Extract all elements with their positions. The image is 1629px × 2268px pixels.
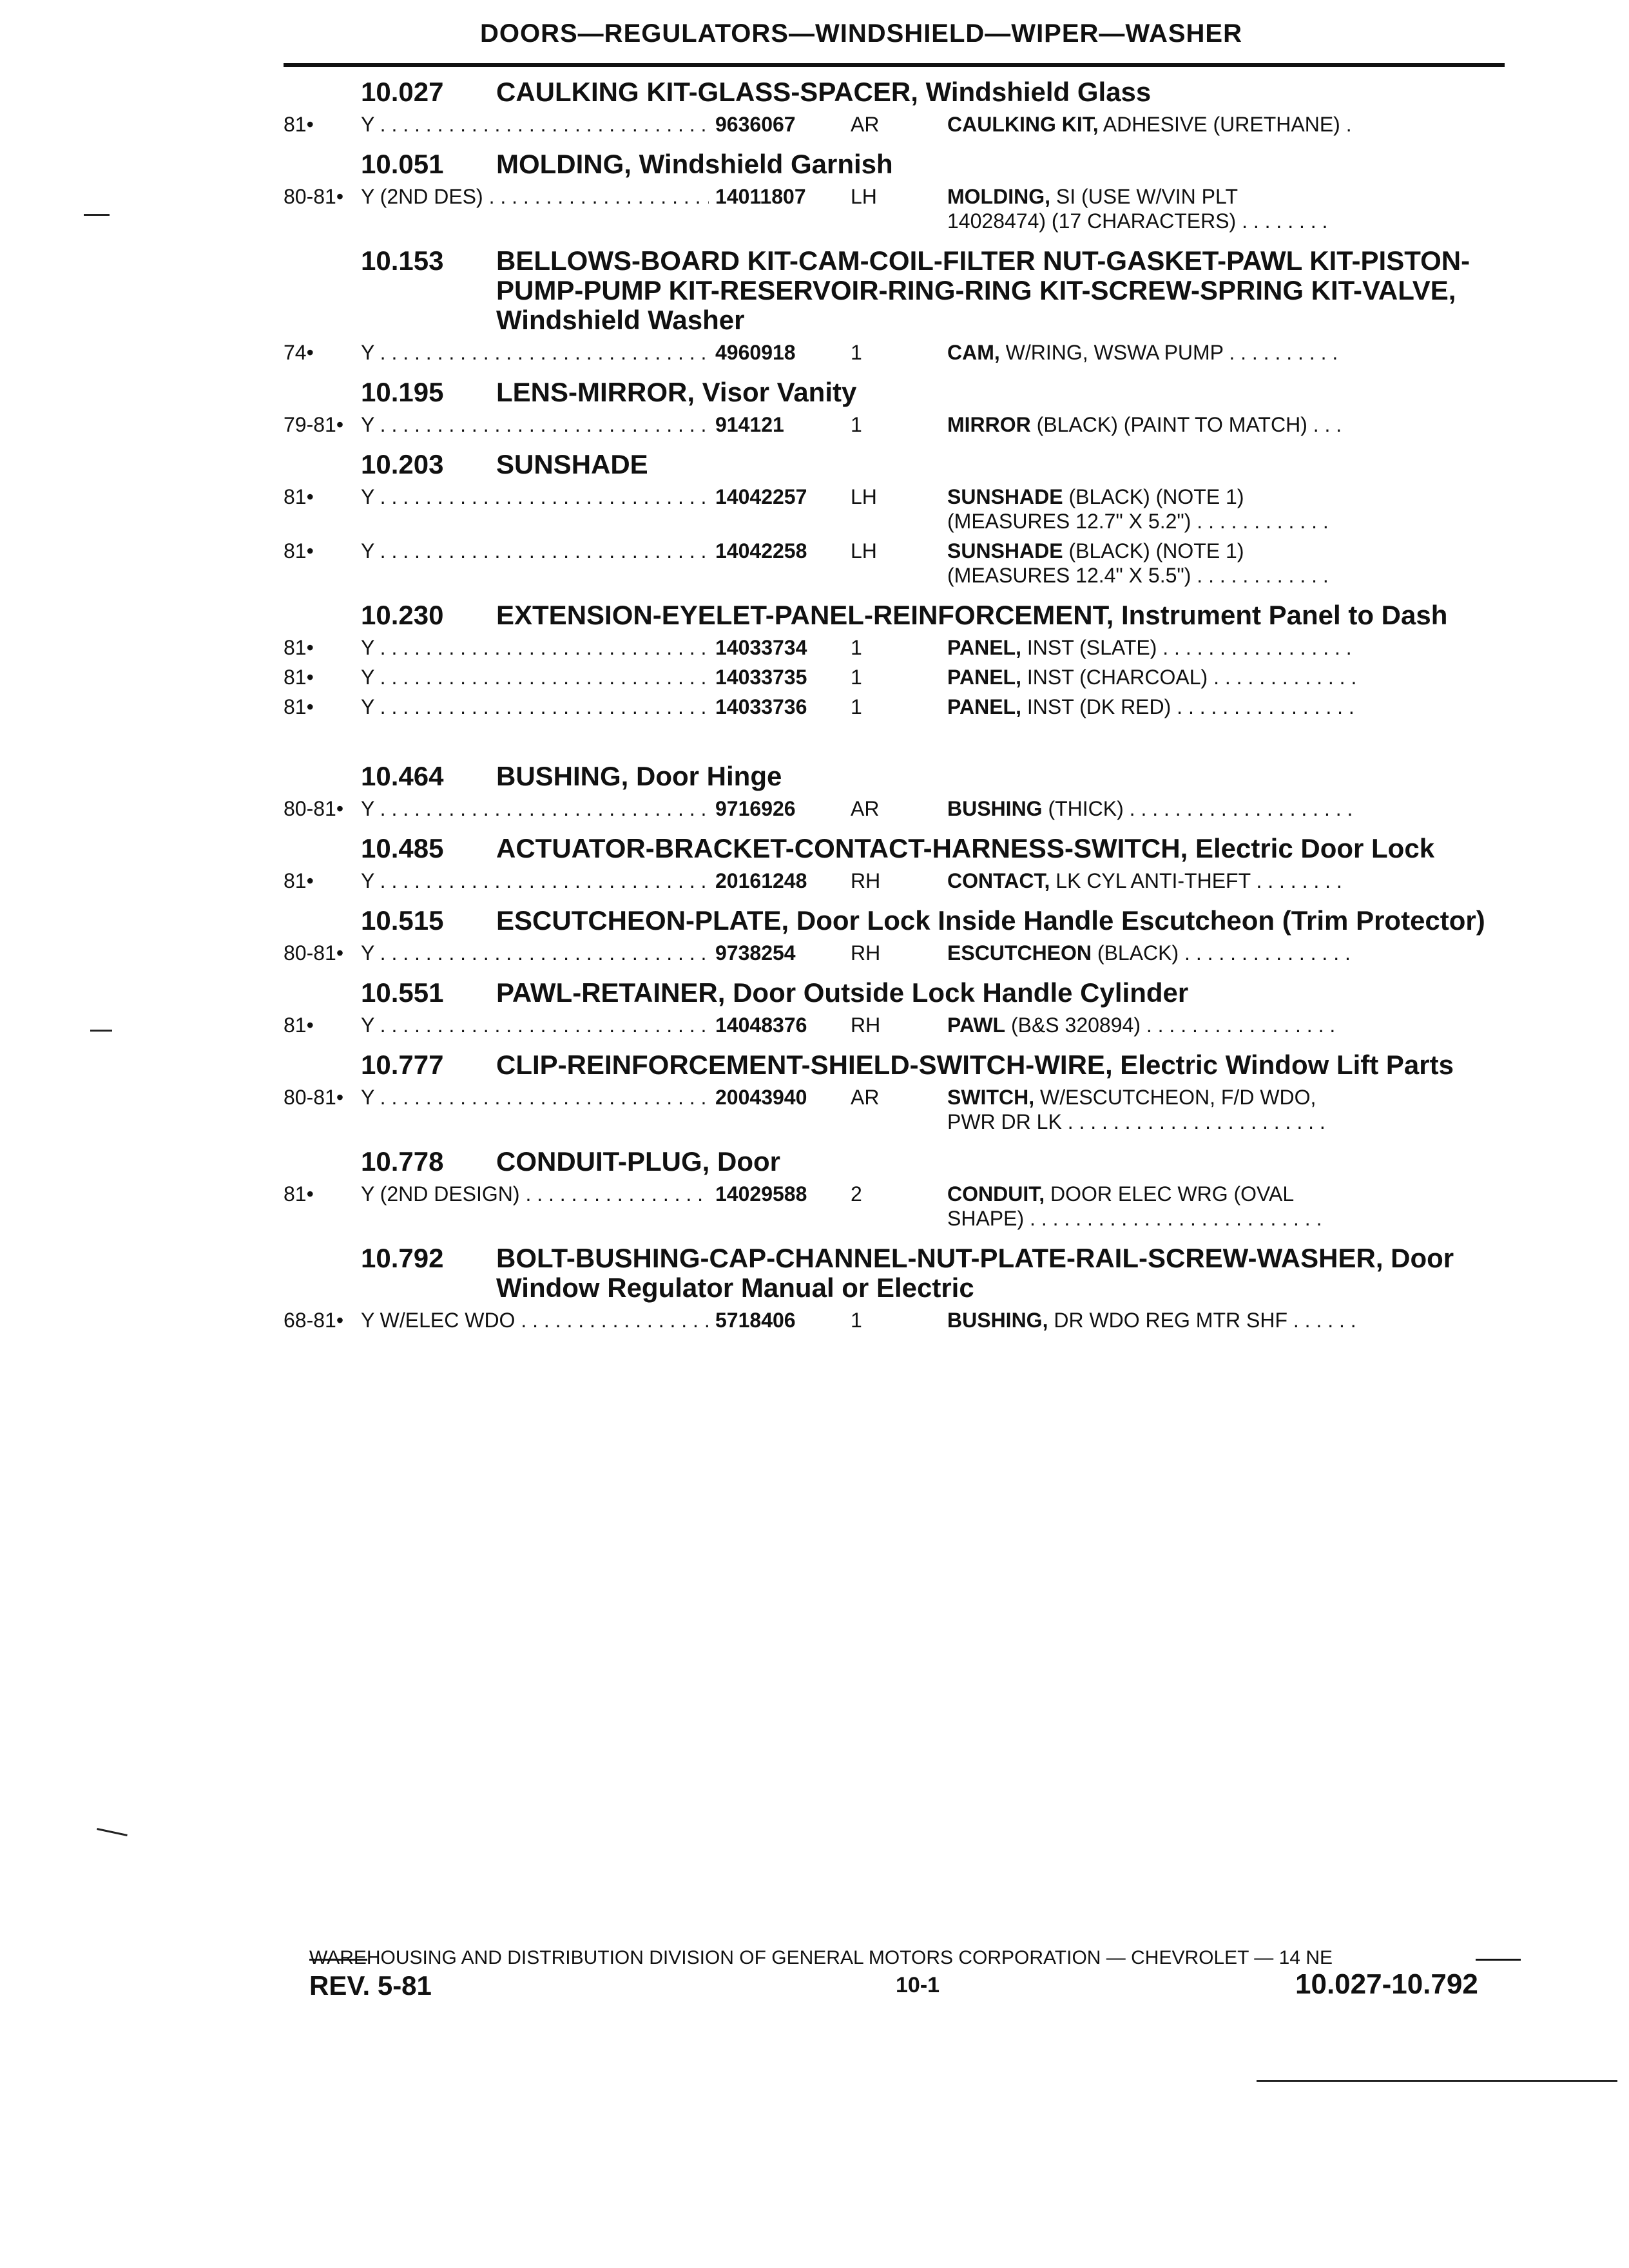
section-heading bbox=[284, 1244, 1521, 1303]
usage-code: Y . . . bbox=[361, 1085, 709, 1110]
part-detail: (BLACK) . . . . . . . . . . . . . . . bbox=[1097, 941, 1351, 965]
section-heading bbox=[284, 906, 1521, 936]
part-number: 14042257 bbox=[715, 485, 807, 508]
quantity: RH bbox=[851, 869, 881, 892]
part-row bbox=[284, 485, 1521, 533]
model-years: 80-81• bbox=[284, 185, 344, 208]
usage-code: Y . . . bbox=[361, 485, 709, 509]
usage-code: Y . . . bbox=[361, 665, 709, 689]
part-description bbox=[934, 1308, 1521, 1332]
quantity: AR bbox=[851, 1086, 880, 1109]
section-title bbox=[496, 246, 1521, 335]
section-number: 10.792 bbox=[361, 1243, 444, 1273]
quantity: 1 bbox=[851, 1309, 862, 1332]
catalog-section bbox=[284, 978, 1521, 1037]
part-number: 14033734 bbox=[715, 636, 807, 659]
model-years: 81• bbox=[284, 485, 314, 508]
quantity: LH bbox=[851, 485, 877, 508]
section-title-main: BELLOWS-BOARD KIT-CAM-COIL-FILTER NUT-GASKET-PAWL KIT-PISTON-PUMP-PUMP KIT-RESERVOIR-RING-RING KIT-SCREW-SPRING KIT-VALVE, bbox=[496, 245, 1470, 305]
model-years: 80-81• bbox=[284, 797, 344, 820]
part-number: 14048376 bbox=[715, 1014, 807, 1037]
part-row bbox=[284, 1085, 1521, 1134]
part-description bbox=[934, 340, 1521, 365]
part-row bbox=[284, 112, 1521, 137]
part-description bbox=[934, 796, 1521, 821]
catalog-section bbox=[284, 1244, 1521, 1332]
model-years: 81• bbox=[284, 539, 314, 562]
section-number: 10.027 bbox=[361, 77, 444, 107]
section-title bbox=[496, 77, 1521, 107]
catalog-section bbox=[284, 77, 1521, 137]
part-description bbox=[934, 869, 1521, 893]
usage-code: Y . . . bbox=[361, 869, 709, 893]
section-title bbox=[496, 906, 1521, 936]
part-name: PANEL, bbox=[947, 695, 1021, 718]
usage-code: Y . . . bbox=[361, 340, 709, 365]
part-name: SUNSHADE bbox=[947, 539, 1063, 562]
section-heading bbox=[284, 978, 1521, 1008]
scan-mark bbox=[84, 214, 110, 216]
usage-code: Y . . . bbox=[361, 412, 709, 437]
part-detail: INST (CHARCOAL) . . . . . . . . . . . . . bbox=[1027, 666, 1357, 689]
part-detail: ADHESIVE (URETHANE) . bbox=[1103, 113, 1352, 136]
part-row bbox=[284, 1013, 1521, 1037]
section-title-desc: Electric Window Lift Parts bbox=[1120, 1050, 1454, 1080]
section-title-main: BUSHING, bbox=[496, 761, 629, 791]
section-heading bbox=[284, 378, 1521, 407]
scan-mark bbox=[1257, 2080, 1617, 2082]
quantity: RH bbox=[851, 1014, 881, 1037]
footer-division: WAREHOUSING AND DISTRIBUTION DIVISION OF GENERAL MOTORS CORPORATION — CHEVROLET — 14 NE bbox=[309, 1947, 1333, 1968]
quantity: 2 bbox=[851, 1182, 862, 1206]
catalog-section bbox=[284, 149, 1521, 233]
part-number: 9716926 bbox=[715, 797, 796, 820]
part-name: BUSHING bbox=[947, 797, 1043, 820]
section-title-main: ACTUATOR-BRACKET-CONTACT-HARNESS-SWITCH, bbox=[496, 833, 1188, 863]
usage-code: Y . . . bbox=[361, 539, 709, 563]
section-title-desc: Windshield Washer bbox=[496, 305, 745, 335]
quantity: 1 bbox=[851, 413, 862, 436]
section-number: 10.203 bbox=[361, 449, 444, 479]
section-number: 10.230 bbox=[361, 600, 444, 630]
part-name: MOLDING, bbox=[947, 185, 1050, 208]
part-name: PANEL, bbox=[947, 666, 1021, 689]
part-name: CAULKING KIT, bbox=[947, 113, 1099, 136]
part-detail: (BLACK) (NOTE 1) (MEASURES 12.7" X 5.2") . . . . . . . . . . . . bbox=[947, 485, 1329, 533]
part-detail: (BLACK) (NOTE 1) (MEASURES 12.4" X 5.5") . . . . . . . . . . . . bbox=[947, 539, 1329, 587]
quantity: 1 bbox=[851, 636, 862, 659]
section-title-desc: Windshield Glass bbox=[925, 77, 1152, 107]
model-years: 81• bbox=[284, 113, 314, 136]
usage-code: Y (2ND DESIGN) . . . bbox=[361, 1182, 709, 1206]
part-number: 4960918 bbox=[715, 341, 796, 364]
part-detail: (B&S 320894) . . . . . . . . . . . . . . . . . bbox=[1010, 1014, 1336, 1037]
section-heading bbox=[284, 1050, 1521, 1080]
section-title bbox=[496, 762, 1521, 791]
section-title-main: CAULKING KIT-GLASS-SPACER, bbox=[496, 77, 918, 107]
part-row bbox=[284, 340, 1521, 365]
section-heading bbox=[284, 246, 1521, 335]
model-years: 80-81• bbox=[284, 941, 344, 965]
parts-list bbox=[284, 77, 1521, 1345]
section-title-desc: Door Lock Inside Handle Escutcheon (Trim Protector) bbox=[796, 905, 1485, 936]
revision-label: REV. 5-81 bbox=[309, 1970, 432, 2001]
footer-dash bbox=[1476, 1959, 1521, 1961]
section-title bbox=[496, 834, 1521, 863]
part-row bbox=[284, 665, 1521, 689]
part-number: 20043940 bbox=[715, 1086, 807, 1109]
section-title bbox=[496, 450, 1521, 479]
section-title-desc: Door bbox=[717, 1146, 780, 1177]
usage-code: Y . . . bbox=[361, 112, 709, 137]
model-years: 68-81• bbox=[284, 1309, 344, 1332]
section-title-desc: Visor Vanity bbox=[702, 377, 857, 407]
part-description bbox=[934, 112, 1521, 137]
section-heading bbox=[284, 601, 1521, 630]
part-description bbox=[934, 635, 1521, 660]
part-description bbox=[934, 1085, 1521, 1134]
section-range: 10.027-10.792 bbox=[1295, 1968, 1478, 2000]
section-number: 10.551 bbox=[361, 977, 444, 1008]
quantity: RH bbox=[851, 941, 881, 965]
part-name: MIRROR bbox=[947, 413, 1031, 436]
section-title bbox=[496, 978, 1521, 1008]
part-description bbox=[934, 1182, 1521, 1231]
section-heading bbox=[284, 834, 1521, 863]
quantity: LH bbox=[851, 185, 877, 208]
section-number: 10.051 bbox=[361, 149, 444, 179]
part-row bbox=[284, 412, 1521, 437]
section-title bbox=[496, 1147, 1521, 1177]
section-number: 10.485 bbox=[361, 833, 444, 863]
section-heading bbox=[284, 450, 1521, 479]
part-detail: W/ESCUTCHEON, F/D WDO, PWR DR LK . . . . . . . . . . . . . . . . . . . . . . . bbox=[947, 1086, 1325, 1133]
section-title-desc: Door Hinge bbox=[636, 761, 782, 791]
part-number: 14029588 bbox=[715, 1182, 807, 1206]
part-name: SUNSHADE bbox=[947, 485, 1063, 508]
section-title bbox=[496, 1244, 1521, 1303]
catalog-section bbox=[284, 906, 1521, 965]
catalog-section bbox=[284, 1050, 1521, 1134]
usage-code: Y W/ELEC WDO . . . bbox=[361, 1308, 709, 1332]
quantity: LH bbox=[851, 539, 877, 562]
usage-code: Y . . . bbox=[361, 941, 709, 965]
part-number: 14033736 bbox=[715, 695, 807, 718]
part-name: CAM, bbox=[947, 341, 1000, 364]
model-years: 81• bbox=[284, 695, 314, 718]
catalog-section bbox=[284, 246, 1521, 365]
part-name: ESCUTCHEON bbox=[947, 941, 1092, 965]
quantity: AR bbox=[851, 113, 880, 136]
header-rule bbox=[284, 63, 1505, 67]
usage-code: Y . . . bbox=[361, 635, 709, 660]
part-detail: INST (DK RED) . . . . . . . . . . . . . . . . bbox=[1027, 695, 1354, 718]
section-title bbox=[496, 149, 1521, 179]
part-description bbox=[934, 665, 1521, 689]
scan-mark bbox=[90, 1030, 112, 1032]
catalog-section bbox=[284, 450, 1521, 588]
usage-code: Y . . . bbox=[361, 796, 709, 821]
section-title bbox=[496, 378, 1521, 407]
part-row bbox=[284, 1182, 1521, 1231]
part-name: CONDUIT, bbox=[947, 1182, 1045, 1206]
section-title-desc: Door Window Regulator Manual or Electric bbox=[496, 1243, 1454, 1303]
model-years: 74• bbox=[284, 341, 314, 364]
section-title-desc: Windshield Garnish bbox=[639, 149, 893, 179]
part-detail: W/RING, WSWA PUMP . . . . . . . . . . bbox=[1005, 341, 1338, 364]
section-title-desc: Door Outside Lock Handle Cylinder bbox=[733, 977, 1189, 1008]
part-detail: INST (SLATE) . . . . . . . . . . . . . . . . . bbox=[1027, 636, 1352, 659]
model-years: 81• bbox=[284, 1014, 314, 1037]
part-name: BUSHING, bbox=[947, 1309, 1048, 1332]
quantity: 1 bbox=[851, 341, 862, 364]
part-description bbox=[934, 539, 1521, 588]
section-title-main: LENS-MIRROR, bbox=[496, 377, 695, 407]
usage-code: Y (2ND DES) . . . bbox=[361, 184, 709, 209]
page-number: 10-1 bbox=[896, 1973, 940, 1997]
catalog-section bbox=[284, 834, 1521, 893]
section-number: 10.464 bbox=[361, 761, 444, 791]
section-title-main: CLIP-REINFORCEMENT-SHIELD-SWITCH-WIRE, bbox=[496, 1050, 1113, 1080]
section-title-main: BOLT-BUSHING-CAP-CHANNEL-NUT-PLATE-RAIL-SCREW-WASHER, bbox=[496, 1243, 1383, 1273]
section-title-main: PAWL-RETAINER, bbox=[496, 977, 726, 1008]
model-years: 81• bbox=[284, 666, 314, 689]
section-heading bbox=[284, 762, 1521, 791]
part-row bbox=[284, 539, 1521, 588]
part-detail: DR WDO REG MTR SHF . . . . . . bbox=[1054, 1309, 1356, 1332]
quantity: 1 bbox=[851, 695, 862, 718]
part-name: PANEL, bbox=[947, 636, 1021, 659]
section-title-main: MOLDING, bbox=[496, 149, 631, 179]
part-number: 20161248 bbox=[715, 869, 807, 892]
part-row bbox=[284, 1308, 1521, 1332]
section-title bbox=[496, 1050, 1521, 1080]
section-number: 10.778 bbox=[361, 1146, 444, 1177]
part-row bbox=[284, 941, 1521, 965]
model-years: 80-81• bbox=[284, 1086, 344, 1109]
section-heading bbox=[284, 149, 1521, 179]
part-detail: (THICK) . . . . . . . . . . . . . . . . . . . . bbox=[1048, 797, 1353, 820]
part-number: 9738254 bbox=[715, 941, 796, 965]
quantity: AR bbox=[851, 797, 880, 820]
scan-mark bbox=[97, 1828, 128, 1836]
part-name: PAWL bbox=[947, 1014, 1006, 1037]
section-number: 10.515 bbox=[361, 905, 444, 936]
part-description bbox=[934, 941, 1521, 965]
section-title bbox=[496, 601, 1521, 630]
catalog-section bbox=[284, 1147, 1521, 1231]
part-detail: DOOR ELEC WRG (OVAL SHAPE) . . . . . . . . . . . . . . . . . . . . . . . . . . bbox=[947, 1182, 1322, 1230]
catalog-section bbox=[284, 601, 1521, 719]
part-number: 14033735 bbox=[715, 666, 807, 689]
model-years: 81• bbox=[284, 1182, 314, 1206]
part-number: 914121 bbox=[715, 413, 784, 436]
section-heading bbox=[284, 77, 1521, 107]
part-detail: (BLACK) (PAINT TO MATCH) . . . bbox=[1036, 413, 1342, 436]
catalog-section bbox=[284, 378, 1521, 437]
usage-code: Y . . . bbox=[361, 695, 709, 719]
part-number: 14011807 bbox=[715, 185, 806, 208]
part-description bbox=[934, 412, 1521, 437]
part-row bbox=[284, 184, 1521, 233]
part-number: 5718406 bbox=[715, 1309, 796, 1332]
section-number: 10.195 bbox=[361, 377, 444, 407]
section-number: 10.153 bbox=[361, 245, 444, 276]
part-number: 9636067 bbox=[715, 113, 796, 136]
part-description bbox=[934, 695, 1521, 719]
part-row bbox=[284, 796, 1521, 821]
part-number: 14042258 bbox=[715, 539, 807, 562]
section-title-main: SUNSHADE bbox=[496, 449, 648, 479]
catalog-section bbox=[284, 732, 1521, 821]
part-description bbox=[934, 485, 1521, 533]
model-years: 81• bbox=[284, 869, 314, 892]
part-detail: LK CYL ANTI-THEFT . . . . . . . . bbox=[1055, 869, 1342, 892]
section-title-main: CONDUIT-PLUG, bbox=[496, 1146, 710, 1177]
model-years: 81• bbox=[284, 636, 314, 659]
section-heading bbox=[284, 1147, 1521, 1177]
part-row bbox=[284, 635, 1521, 660]
section-title-desc: Instrument Panel to Dash bbox=[1121, 600, 1448, 630]
part-detail: SI (USE W/VIN PLT 14028474) (17 CHARACTERS) . . . . . . . . bbox=[947, 185, 1328, 233]
model-years: 79-81• bbox=[284, 413, 344, 436]
quantity: 1 bbox=[851, 666, 862, 689]
section-title-main: ESCUTCHEON-PLATE, bbox=[496, 905, 789, 936]
part-name: CONTACT, bbox=[947, 869, 1050, 892]
part-row bbox=[284, 695, 1521, 719]
part-row bbox=[284, 869, 1521, 893]
section-number: 10.777 bbox=[361, 1050, 444, 1080]
page-header: DOORS—REGULATORS—WINDSHIELD—WIPER—WASHER bbox=[480, 19, 1242, 48]
usage-code: Y . . . bbox=[361, 1013, 709, 1037]
section-title-desc: Electric Door Lock bbox=[1195, 833, 1435, 863]
part-description bbox=[934, 1013, 1521, 1037]
section-title-main: EXTENSION-EYELET-PANEL-REINFORCEMENT, bbox=[496, 600, 1114, 630]
part-name: SWITCH, bbox=[947, 1086, 1035, 1109]
part-description bbox=[934, 184, 1521, 233]
